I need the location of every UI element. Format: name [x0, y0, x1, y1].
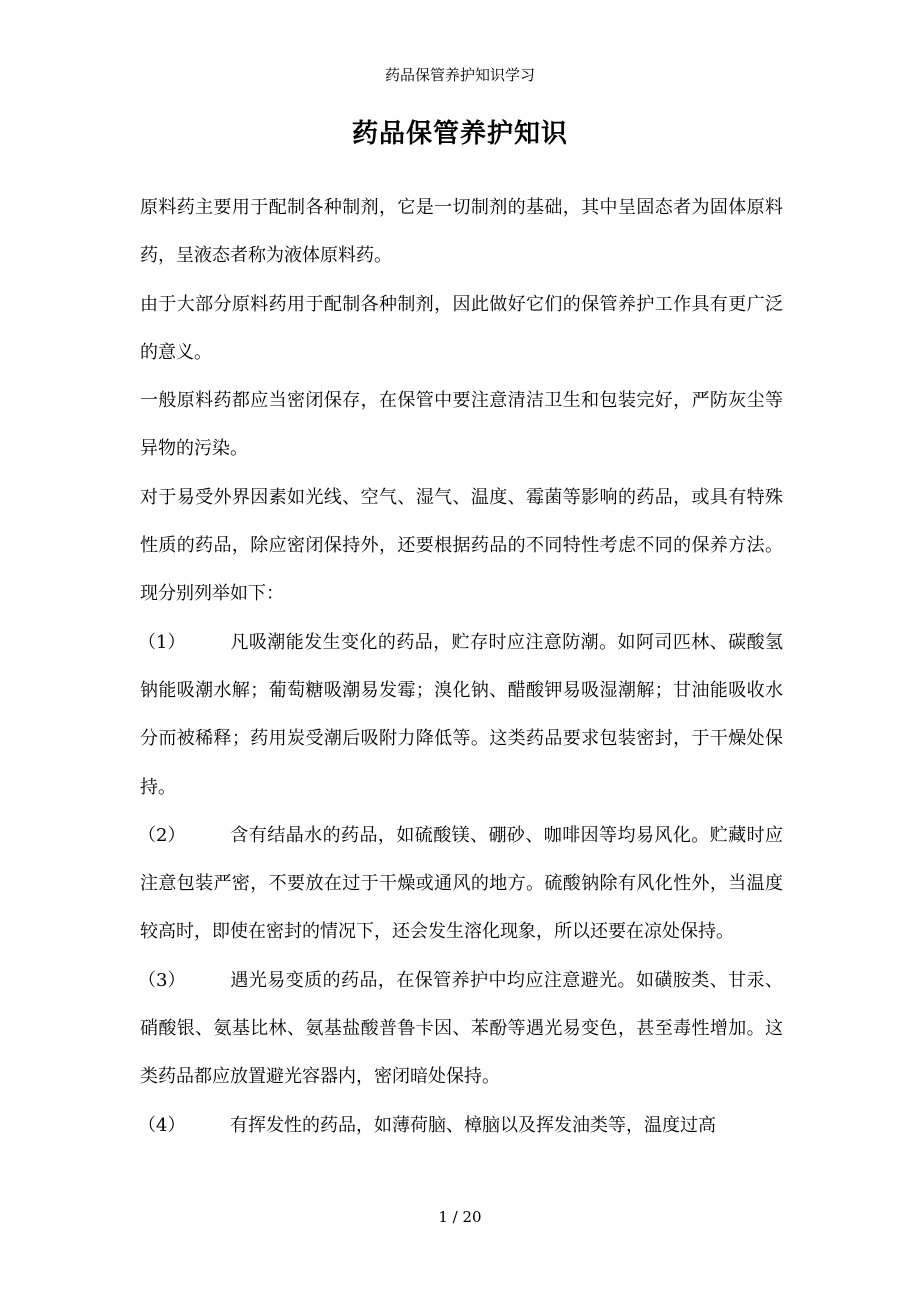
paragraph-text: 原料药主要用于配制各种制剂，它是一切制剂的基础，其中呈固态者为固体原料药，呈液态者称为液体原料药。 [140, 197, 783, 267]
numbered-paragraph [140, 619, 783, 812]
paragraph [140, 184, 783, 281]
item-number: （1） [138, 631, 186, 653]
paragraph-text: 遇光易变质的药品，在保管养护中均应注意避光。如磺胺类、甘汞、硝酸银、氨基比林、氨基盐酸普鲁卡因、苯酚等遇光易变色，甚至毒性增加。这类药品都应放置避光容器内，密闭暗处保持。 [140, 969, 783, 1088]
paragraph [140, 281, 783, 378]
document-title: 药品保管养护知识 [351, 119, 568, 149]
paragraph-text: 对于易受外界因素如光线、空气、湿气、温度、霉菌等影响的药品，或具有特殊性质的药品，除应密闭保持外，还要根据药品的不同特性考虑不同的保养方法。现分别列举如下： [140, 486, 783, 605]
numbered-paragraph [140, 957, 783, 1102]
paragraph [140, 377, 783, 474]
document-body [140, 184, 783, 1150]
paragraph-text: 有挥发性的药品，如薄荷脑、樟脑以及挥发油类等，温度过高 [230, 1114, 716, 1136]
page-header: 药品保管养护知识学习 [384, 66, 535, 84]
item-number: （3） [138, 969, 186, 991]
item-number: （2） [138, 824, 186, 846]
page-number: 1 / 20 [438, 1208, 482, 1226]
paragraph [140, 474, 783, 619]
numbered-paragraph [140, 812, 783, 957]
paragraph-text: 由于大部分原料药用于配制各种制剂，因此做好它们的保管养护工作具有更广泛的意义。 [140, 293, 783, 363]
paragraph-text: 一般原料药都应当密闭保存，在保管中要注意清洁卫生和包装完好，严防灰尘等异物的污染。 [140, 390, 783, 460]
numbered-paragraph [140, 1102, 783, 1150]
paragraph-text: 凡吸潮能发生变化的药品，贮存时应注意防潮。如阿司匹林、碳酸氢钠能吸潮水解；葡萄糖吸潮易发霉；溴化钠、醋酸钾易吸湿潮解；甘油能吸收水分而被稀释；药用炭受潮后吸附力降低等。这类药品要求包装密封，于干燥处保持。 [140, 631, 783, 798]
item-number: （4） [138, 1114, 186, 1136]
paragraph-text: 含有结晶水的药品，如硫酸镁、硼砂、咖啡因等均易风化。贮藏时应注意包装严密，不要放在过于干燥或通风的地方。硫酸钠除有风化性外，当温度较高时，即使在密封的情况下，还会发生溶化现象，所以还要在凉处保持。 [140, 824, 783, 943]
